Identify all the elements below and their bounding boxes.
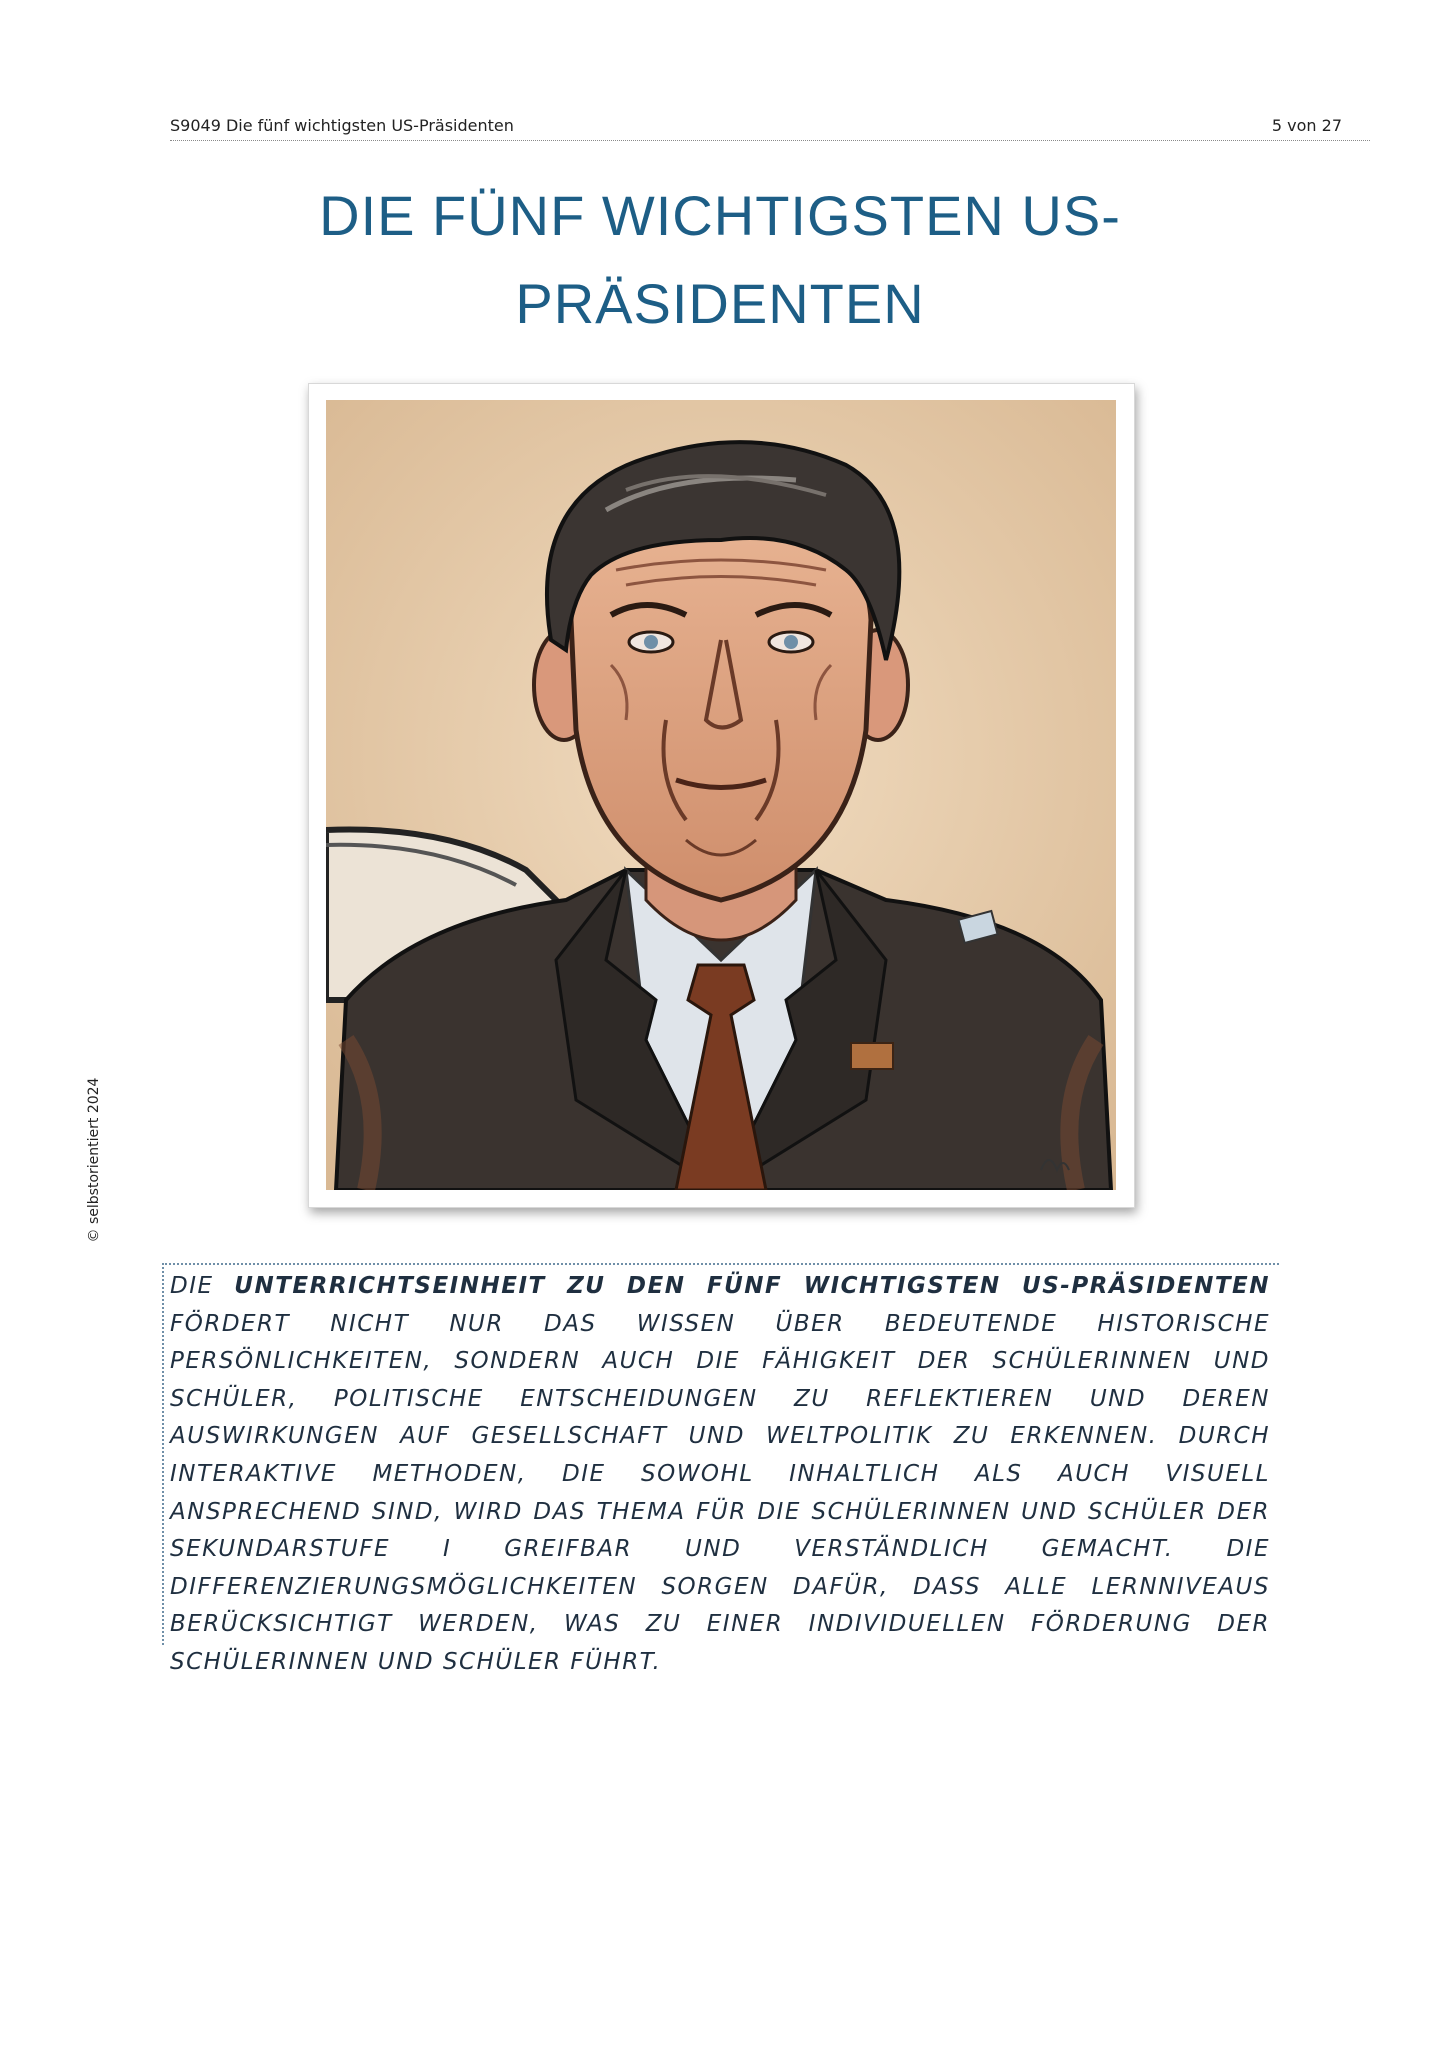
document-title: S9049 Die fünf wichtigsten US-Präsidenten	[170, 116, 514, 135]
portrait-illustration	[326, 400, 1116, 1190]
intro-prefix: DIE	[170, 1273, 235, 1299]
page-title-line-1: DIE FÜNF WICHTIGSTEN US-	[319, 184, 1121, 247]
lapel-pin	[851, 1043, 893, 1069]
page-title-line-2: PRÄSIDENTEN	[515, 272, 925, 335]
portrait-illustration-frame	[308, 383, 1135, 1208]
page-header	[170, 114, 1370, 141]
page-title	[170, 172, 1270, 348]
page-number: 5 von 27	[1271, 116, 1342, 135]
copyright-note: © selbstorientiert 2024	[86, 1077, 102, 1243]
intro-emphasis: UNTERRICHTSEINHEIT ZU DEN FÜNF WICHTIGSTEN US-PRÄSIDENTEN	[234, 1273, 1271, 1299]
intro-paragraph	[170, 1268, 1270, 1682]
intro-body: FÖRDERT NICHT NUR DAS WISSEN ÜBER BEDEUTENDE HISTORISCHE PERSÖNLICHKEITEN, SONDERN AUCH DIE FÄHIGKEIT DER SCHÜLERINNEN UND SCHÜLER, POLITISCHE ENTSCHEIDUNGEN ZU REFLEKTIEREN UND DEREN AUSWIRKUNGEN AUF GESELLSCHAFT UND WELTPOLITIK ZU ERKENNEN. DURCH INTERAKTIVE METHODEN, DIE SOWOHL INHALTLICH ALS AUCH VISUELL ANSPRECHEND SIND, WIRD DAS THEMA FÜR DIE SCHÜLERINNEN UND SCHÜLER DER SEKUNDARSTUFE I GREIFBAR UND VERSTÄNDLICH GEMACHT. DIE DIFFERENZIERUNGSMÖGLICHKEITEN SORGEN DAFÜR, DASS ALLE LERNNIVEAUS BERÜCKSICHTIGT WERDEN, WAS ZU EINER INDIVIDUELLEN FÖRDERUNG DER SCHÜLERINNEN UND SCHÜLER FÜHRT.	[170, 1310, 1270, 1675]
